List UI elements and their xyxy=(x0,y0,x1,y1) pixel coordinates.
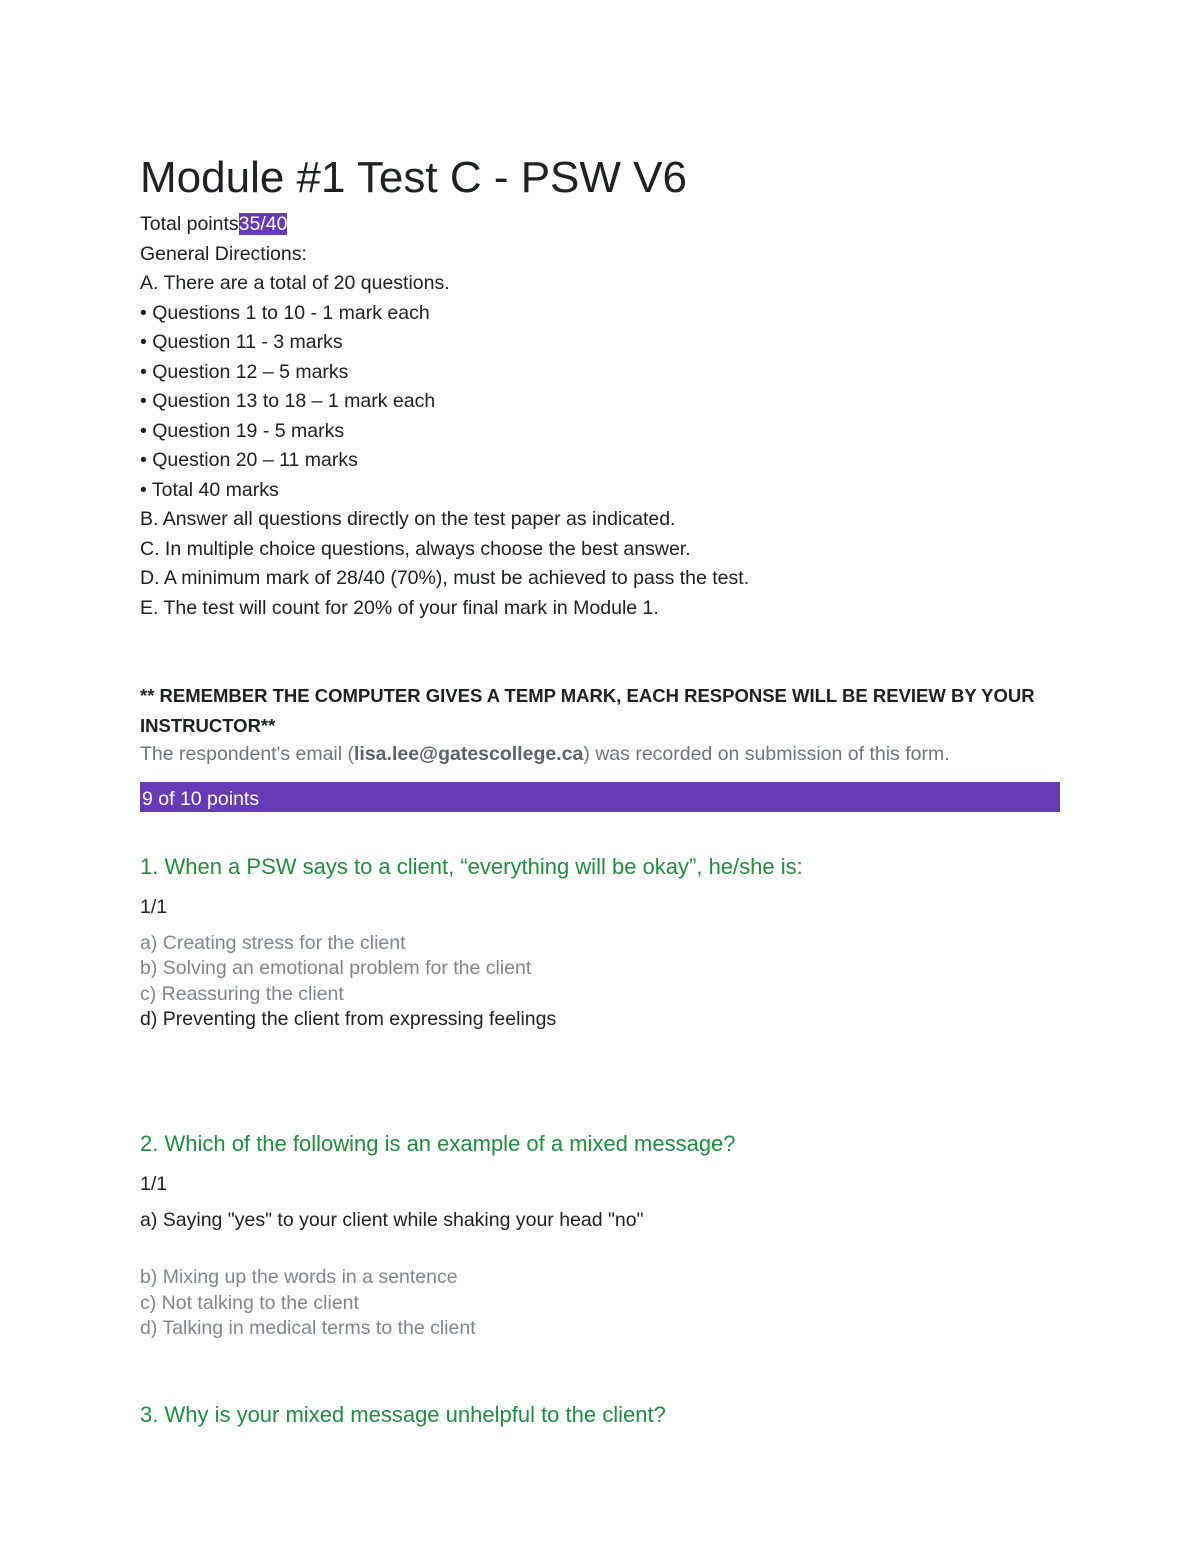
email-note-suffix: ) was recorded on submission of this form. xyxy=(583,743,950,765)
answer-options xyxy=(140,931,1060,1033)
directions-line: C. In multiple choice questions, always choose the best answer. xyxy=(140,537,691,560)
form-response-page xyxy=(140,150,1060,1430)
question-score: 1/1 xyxy=(140,895,168,918)
question-title: 3. Why is your mixed message unhelpful to the client? xyxy=(140,1401,666,1427)
total-points xyxy=(140,210,1060,240)
respondent-email-note xyxy=(140,740,1060,770)
answer-option: b) Solving an emotional problem for the client xyxy=(140,957,532,979)
email-note-prefix: The respondent's email ( xyxy=(140,743,354,765)
directions-line: • Question 12 – 5 marks xyxy=(140,360,349,383)
directions-line: • Question 11 - 3 marks xyxy=(140,331,343,353)
answer-option: d) Talking in medical terms to the client xyxy=(140,1317,476,1339)
answer-options xyxy=(140,1208,1060,1342)
total-points-value: 35/40 xyxy=(238,213,288,235)
question-block xyxy=(140,852,1060,1033)
answer-option: a) Creating stress for the client xyxy=(140,931,406,954)
directions-line: • Questions 1 to 10 - 1 mark each xyxy=(140,301,430,324)
form-title: Module #1 Test C - PSW V6 xyxy=(140,153,687,202)
general-directions xyxy=(140,240,1060,624)
question-block xyxy=(140,1129,1060,1342)
directions-line: General Directions: xyxy=(140,242,307,265)
directions-line: D. A minimum mark of 28/40 (70%), must be achieved to pass the test. xyxy=(140,567,750,589)
respondent-email: lisa.lee@gatescollege.ca xyxy=(354,743,584,765)
directions-line: • Question 19 - 5 marks xyxy=(140,419,345,442)
question-title: 2. Which of the following is an example of a mixed message? xyxy=(140,1130,736,1156)
directions-line: • Question 20 – 11 marks xyxy=(140,449,358,471)
directions-line: B. Answer all questions directly on the test paper as indicated. xyxy=(140,508,676,530)
question-block xyxy=(140,1400,1060,1430)
section-points-bar: 9 of 10 points xyxy=(140,782,1060,812)
instructor-review-notice: ** REMEMBER THE COMPUTER GIVES A TEMP MARK, EACH RESPONSE WILL BE REVIEW BY YOUR INSTRUCTOR** xyxy=(140,685,1035,736)
directions-line: • Question 13 to 18 – 1 mark each xyxy=(140,390,436,412)
question-title: 1. When a PSW says to a client, “everything will be okay”, he/she is: xyxy=(140,853,803,879)
answer-option: c) Reassuring the client xyxy=(140,982,344,1005)
question-score: 1/1 xyxy=(140,1172,168,1195)
directions-line: A. There are a total of 20 questions. xyxy=(140,272,450,294)
answer-option-selected: d) Preventing the client from expressing feelings xyxy=(140,1008,557,1030)
answer-option: c) Not talking to the client xyxy=(140,1291,359,1314)
total-points-label: Total points xyxy=(140,213,239,235)
directions-line: E. The test will count for 20% of your final mark in Module 1. xyxy=(140,596,659,619)
answer-option: b) Mixing up the words in a sentence xyxy=(140,1266,458,1288)
answer-option-selected: a) Saying "yes" to your client while shaking your head "no" xyxy=(140,1208,644,1231)
directions-line: • Total 40 marks xyxy=(140,478,279,501)
